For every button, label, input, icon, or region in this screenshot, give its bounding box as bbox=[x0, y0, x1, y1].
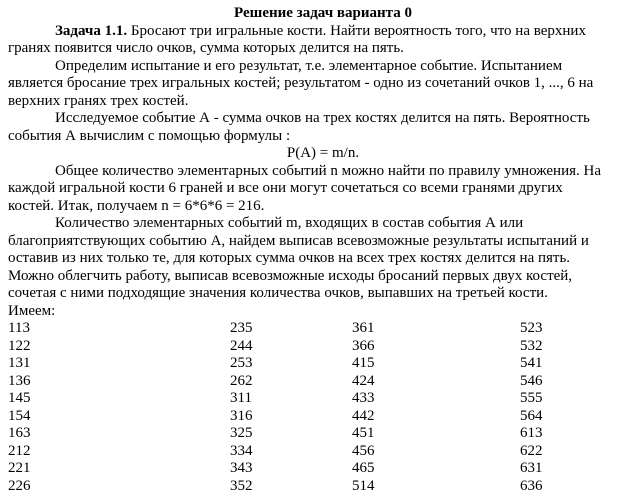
text-line: сочетая с ними подходящие значения количества очков, выпавших на третьей кости. bbox=[8, 285, 548, 301]
table-intro-line: Имеем: bbox=[8, 302, 56, 319]
text-line: Исследуемое событие А - сумма очков на трех костях делится на пять. Вероятность bbox=[55, 110, 590, 126]
table-cell: 154 bbox=[8, 407, 31, 424]
table-cell: 221 bbox=[8, 460, 31, 476]
table-cell: 311 bbox=[230, 390, 252, 406]
table-cell: 451 bbox=[352, 425, 375, 441]
table-cell: 622 bbox=[520, 442, 543, 459]
table-cell: 262 bbox=[230, 372, 253, 389]
table-cell: 122 bbox=[8, 337, 31, 354]
table-cell: 465 bbox=[352, 460, 375, 476]
document-title: Решение задач варианта 0 bbox=[234, 5, 412, 21]
table-cell: 334 bbox=[230, 442, 253, 459]
table-row bbox=[8, 338, 638, 356]
table-cell: 546 bbox=[520, 372, 543, 389]
table-cell: 131 bbox=[8, 355, 31, 371]
table-cell: 235 bbox=[230, 320, 253, 336]
table-cell: 564 bbox=[520, 407, 543, 424]
document-body bbox=[8, 23, 638, 321]
table-cell: 136 bbox=[8, 372, 31, 389]
table-row bbox=[8, 408, 638, 426]
text-line: благоприятствующих событию А, найдем выписав всевозможные результаты испытаний и bbox=[8, 232, 589, 249]
table-row bbox=[8, 355, 638, 373]
table-row bbox=[8, 373, 638, 391]
table-cell: 253 bbox=[230, 355, 253, 371]
text-line: костей. Итак, получаем n = 6*6*6 = 216. bbox=[8, 197, 265, 214]
text-line: верхних гранях трех костей. bbox=[8, 92, 189, 109]
table-cell: 433 bbox=[352, 390, 375, 406]
table-cell: 532 bbox=[520, 337, 543, 354]
table-cell: 514 bbox=[352, 477, 375, 494]
table-cell: 325 bbox=[230, 425, 253, 441]
text-line: Количество элементарных событий m, входящих в состав события А или bbox=[55, 215, 524, 231]
table-row bbox=[8, 320, 638, 338]
table-cell: 555 bbox=[520, 390, 543, 406]
table-cell: 226 bbox=[8, 477, 31, 494]
table-cell: 631 bbox=[520, 460, 543, 476]
table-cell: 145 bbox=[8, 390, 31, 406]
table-cell: 361 bbox=[352, 320, 375, 336]
text-line: является бросание трех игральных костей; результатом - одно из сочетаний очков 1, ..., 6 на bbox=[8, 75, 594, 91]
table-cell: 613 bbox=[520, 425, 543, 441]
problem-statement-line: Задача 1.1. Бросают три игральные кости. Найти вероятность того, что на верхних bbox=[55, 22, 586, 39]
text-line: Можно облегчить работу, выписав всевозможные исходы бросаний первых двух костей, bbox=[8, 267, 573, 284]
text-line: Определим испытание и его результат, т.е. элементарное событие. Испытанием bbox=[55, 57, 563, 74]
problem-number-label: Задача 1.1. bbox=[55, 22, 128, 39]
table-cell: 352 bbox=[230, 477, 253, 494]
outcomes-table bbox=[8, 320, 638, 495]
table-cell: 244 bbox=[230, 337, 253, 354]
table-cell: 523 bbox=[520, 320, 543, 336]
table-cell: 343 bbox=[230, 460, 253, 476]
formula: P(A) = m/n. bbox=[286, 145, 360, 161]
table-cell: 442 bbox=[352, 407, 375, 424]
table-cell: 424 bbox=[352, 372, 375, 389]
table-cell: 456 bbox=[352, 442, 375, 459]
table-cell: 113 bbox=[8, 320, 30, 336]
table-row bbox=[8, 390, 638, 408]
table-cell: 316 bbox=[230, 407, 253, 424]
table-cell: 212 bbox=[8, 442, 31, 459]
table-cell: 366 bbox=[352, 337, 375, 354]
table-cell: 415 bbox=[352, 355, 375, 371]
table-row bbox=[8, 425, 638, 443]
table-row bbox=[8, 443, 638, 461]
table-row bbox=[8, 460, 638, 478]
table-cell: 541 bbox=[520, 355, 543, 371]
table-cell: 636 bbox=[520, 477, 543, 494]
table-row bbox=[8, 478, 638, 496]
table-cell: 163 bbox=[8, 425, 31, 441]
text-line: события А вычислим с помощью формулы : bbox=[8, 127, 291, 144]
text-line: Общее количество элементарных событий n можно найти по правилу умножения. На bbox=[55, 162, 601, 179]
problem-statement-line: гранях появится число очков, сумма которых делится на пять. bbox=[8, 40, 404, 56]
text-line: каждой игральной кости 6 граней и все они могут сочетаться со всеми гранями других bbox=[8, 180, 563, 196]
text-line: оставив из них только те, для которых сумма очков на всех трех костях делится на пять. bbox=[8, 250, 571, 266]
